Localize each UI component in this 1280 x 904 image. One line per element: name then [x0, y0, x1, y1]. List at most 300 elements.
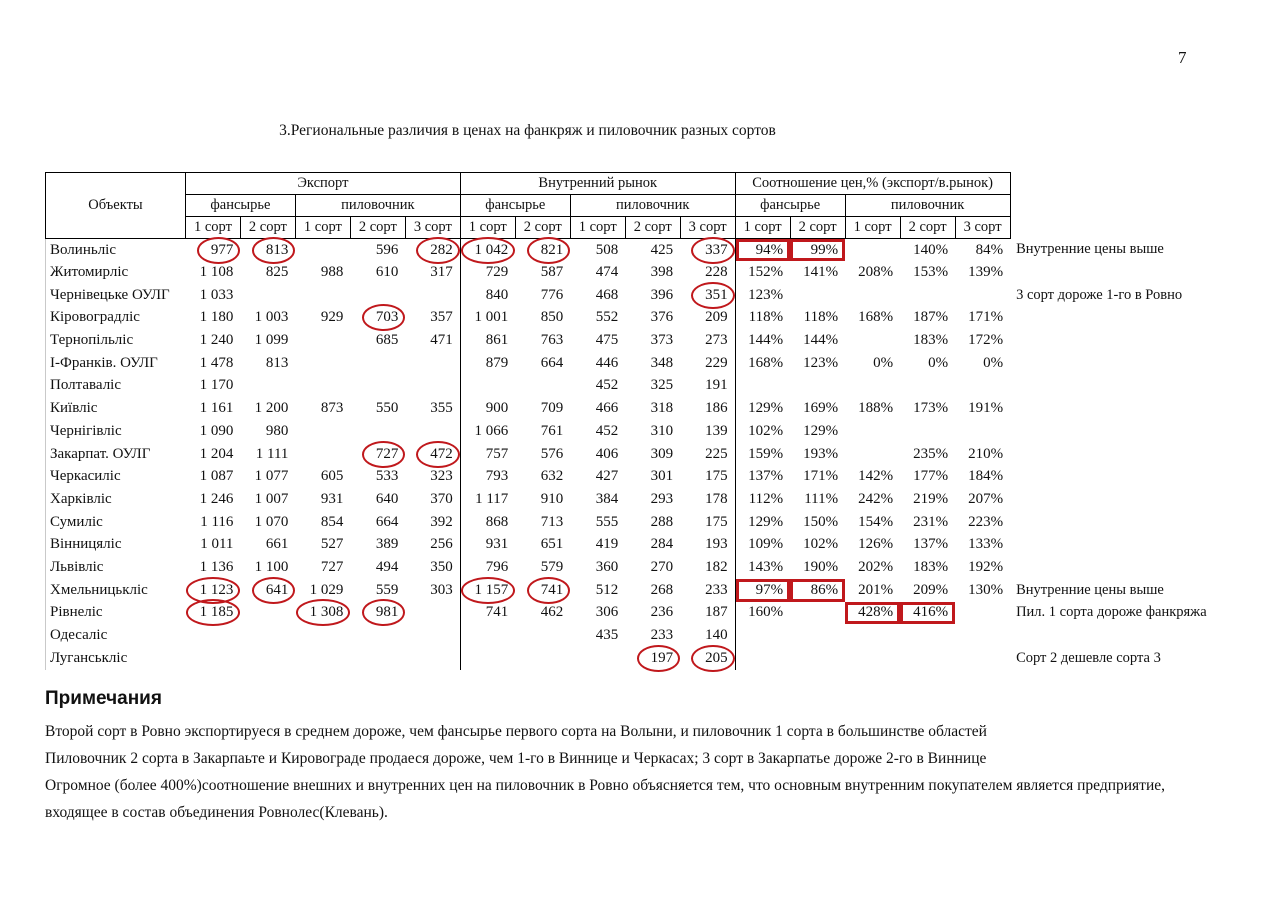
row-label: Львівліс — [46, 556, 186, 579]
table-cell: 550 — [375, 400, 399, 417]
table-cell — [185, 624, 240, 647]
page-number: 7 — [1178, 48, 1187, 67]
row-label: Волиньліс — [46, 239, 186, 262]
table-cell: 187% — [913, 309, 949, 326]
table-cell: 533 — [375, 468, 399, 485]
table-cell — [405, 420, 460, 443]
table-title: 3.Региональные различия в ценах на фанкряж и пиловочник разных сортов — [279, 122, 776, 139]
row-note — [1010, 488, 1280, 511]
subgroup-header-sawlog: пиловочник — [295, 195, 460, 217]
table-row — [46, 375, 1280, 398]
table-cell: 576 — [540, 445, 564, 462]
table-cell — [515, 579, 570, 602]
table-cell: 184% — [968, 468, 1004, 485]
table-cell: 192% — [968, 558, 1004, 575]
subgroup-header-veneer: фансырье — [460, 195, 570, 217]
table-cell — [405, 602, 460, 625]
table-cell: 309 — [650, 445, 674, 462]
table-cell: 640 — [375, 490, 399, 507]
table-cell — [955, 375, 1010, 398]
sort-column-header: 1 сорт — [570, 217, 625, 239]
table-row — [46, 284, 1280, 307]
table-cell: 661 — [265, 536, 289, 553]
table-cell: 360 — [595, 558, 619, 575]
table-cell: 879 — [485, 354, 509, 371]
table-cell — [295, 375, 350, 398]
row-label: Сумиліс — [46, 511, 186, 534]
table-cell: 193 — [680, 533, 735, 556]
table-cell: 188% — [858, 400, 894, 417]
table-cell — [845, 443, 900, 466]
table-cell — [735, 624, 790, 647]
table-cell: 651 — [540, 536, 564, 553]
table-cell — [790, 647, 845, 670]
table-cell: 796 — [485, 558, 509, 575]
table-cell — [295, 602, 350, 625]
table-cell: 112% — [748, 490, 784, 507]
table-cell — [955, 624, 1010, 647]
table-cell: 0% — [928, 354, 949, 371]
table-cell: 154% — [858, 513, 894, 530]
table-cell: 384 — [595, 490, 619, 507]
table-header — [46, 173, 1280, 239]
table-cell — [295, 239, 350, 262]
row-note: Внутренние цены выше — [1016, 241, 1164, 258]
row-note: Сорт 2 дешевле сорта 3 — [1016, 649, 1161, 666]
table-row — [46, 329, 1280, 352]
red-circle-annotation: 977 — [210, 241, 234, 258]
sort-column-header: 2 сорт — [900, 217, 955, 239]
table-cell: 168% — [858, 309, 894, 326]
table-cell: 171% — [968, 309, 1004, 326]
table-cell: 587 — [540, 264, 564, 281]
table-cell: 1 200 — [254, 400, 289, 417]
regional-price-table — [45, 172, 1280, 670]
table-cell: 187 — [680, 602, 735, 625]
table-cell: 462 — [540, 604, 564, 621]
table-row — [46, 239, 1280, 262]
table-cell: 709 — [540, 400, 564, 417]
notes-section — [45, 688, 1255, 826]
table-cell: 1 100 — [254, 558, 289, 575]
table-cell: 235% — [913, 445, 949, 462]
table-cell — [350, 647, 405, 670]
sort-column-header: 1 сорт — [295, 217, 350, 239]
table-cell: 494 — [375, 558, 399, 575]
table-row — [46, 624, 1280, 647]
table-cell: 392 — [405, 511, 460, 534]
table-cell — [240, 375, 295, 398]
table-row — [46, 443, 1280, 466]
red-circle-annotation: 1 308 — [309, 604, 344, 621]
note-line: входящее в состав объединения Ровнолес(Клевань). — [45, 804, 388, 821]
table-cell: 861 — [485, 332, 509, 349]
table-cell: 512 — [595, 581, 619, 598]
table-cell: 133% — [968, 536, 1004, 553]
table-cell: 729 — [485, 264, 509, 281]
table-cell: 355 — [405, 397, 460, 420]
row-label: Харківліс — [46, 488, 186, 511]
table-cell — [900, 420, 955, 443]
table-cell — [460, 375, 515, 398]
sort-column-header: 2 сорт — [515, 217, 570, 239]
row-label: Черкасиліс — [46, 465, 186, 488]
table-cell — [955, 647, 1010, 670]
red-circle-annotation: 813 — [265, 241, 289, 258]
table-cell: 868 — [485, 513, 509, 530]
table-cell — [350, 352, 405, 375]
red-circle-annotation: 821 — [540, 241, 564, 258]
notes-heading: Примечания — [45, 688, 162, 709]
table-cell — [240, 239, 295, 262]
table-cell: 207% — [968, 490, 1004, 507]
red-circle-annotation: 472 — [430, 445, 453, 462]
table-cell: 1 170 — [199, 377, 234, 394]
table-cell — [460, 579, 515, 602]
table-cell: 1 090 — [199, 422, 234, 439]
table-row — [46, 420, 1280, 443]
table-row — [46, 511, 1280, 534]
row-note — [1010, 511, 1280, 534]
table-cell — [790, 624, 845, 647]
row-label: Кіровоградліс — [46, 307, 186, 330]
sort-column-header: 3 сорт — [955, 217, 1010, 239]
red-circle-annotation: 727 — [375, 445, 399, 462]
sort-column-header: 1 сорт — [735, 217, 790, 239]
table-cell — [240, 284, 295, 307]
table-cell: 102% — [748, 422, 784, 439]
table-cell: 152% — [748, 264, 784, 281]
table-cell: 126% — [858, 536, 894, 553]
row-label: Чернівецьке ОУЛГ — [46, 284, 186, 307]
table-cell: 840 — [485, 286, 509, 303]
table-cell — [460, 239, 515, 262]
table-cell: 980 — [265, 422, 289, 439]
table-cell: 1 116 — [200, 513, 234, 530]
table-cell: 471 — [405, 329, 460, 352]
table-cell: 452 — [595, 377, 619, 394]
table-cell: 139 — [680, 420, 735, 443]
sort-column-header: 2 сорт — [240, 217, 295, 239]
table-cell — [735, 647, 790, 670]
row-note — [1010, 397, 1280, 420]
table-cell — [790, 375, 845, 398]
table-cell: 288 — [650, 513, 674, 530]
table-cell: 303 — [405, 579, 460, 602]
red-circle-annotation: 703 — [375, 309, 399, 326]
sort-column-header: 2 сорт — [350, 217, 405, 239]
row-label: Луганськліс — [46, 647, 186, 670]
red-circle-annotation: 1 123 — [199, 581, 234, 598]
table-cell: 183% — [913, 332, 949, 349]
table-cell: 143% — [748, 558, 784, 575]
table-cell — [350, 284, 405, 307]
group-header-price-ratio: Соотношение цен,% (экспорт/в.рынок) — [735, 173, 1010, 195]
table-cell: 1 011 — [200, 536, 234, 553]
table-cell — [680, 647, 735, 670]
row-label: Одесаліс — [46, 624, 186, 647]
table-row — [46, 533, 1280, 556]
table-cell: 0% — [983, 354, 1004, 371]
table-cell: 325 — [650, 377, 674, 394]
table-row — [46, 307, 1280, 330]
table-cell: 468 — [595, 286, 619, 303]
row-label: Вінницяліс — [46, 533, 186, 556]
group-header-export: Экспорт — [185, 173, 460, 195]
row-label: Чернігівліс — [46, 420, 186, 443]
table-cell: 190% — [803, 558, 839, 575]
table-cell: 527 — [320, 536, 344, 553]
table-cell: 144% — [803, 332, 839, 349]
table-cell — [900, 284, 955, 307]
red-circle-annotation: 351 — [705, 286, 728, 303]
row-label: Хмельницькліс — [46, 579, 186, 602]
table-cell: 118% — [803, 309, 839, 326]
table-cell: 236 — [650, 604, 674, 621]
table-cell: 137% — [913, 536, 949, 553]
table-cell — [570, 647, 625, 670]
table-cell — [350, 420, 405, 443]
table-cell: 685 — [375, 332, 399, 349]
table-cell: 1 070 — [254, 513, 289, 530]
table-cell: 610 — [375, 264, 399, 281]
table-cell: 1 029 — [309, 581, 344, 598]
sort-column-header: 3 сорт — [405, 217, 460, 239]
table-cell — [405, 284, 460, 307]
table-cell — [295, 443, 350, 466]
table-cell: 632 — [540, 468, 564, 485]
table-body — [46, 239, 1280, 670]
table-cell — [680, 284, 735, 307]
table-cell: 130% — [968, 581, 1004, 598]
table-cell: 713 — [540, 513, 564, 530]
table-cell: 118% — [748, 309, 784, 326]
table-cell: 233 — [680, 579, 735, 602]
table-cell: 427 — [595, 468, 619, 485]
table-cell-red-box: 416% — [900, 602, 955, 625]
table-cell: 284 — [650, 536, 674, 553]
table-cell: 1 108 — [199, 264, 234, 281]
table-cell: 140% — [913, 241, 949, 258]
table-cell: 854 — [320, 513, 344, 530]
note-line: Второй сорт в Ровно экспортируеся в среднем дороже, чем фансырье первого сорта на Волыни, и пиловочник 1 сорта в большинстве областей — [45, 723, 987, 740]
table-cell — [845, 239, 900, 262]
table-cell: 242% — [858, 490, 894, 507]
table-cell: 175 — [680, 511, 735, 534]
table-cell: 123% — [748, 286, 784, 303]
note-line: Огромное (более 400%)соотношение внешних и внутренних цен на пиловочник в Ровно объясняется тем, что основным внутренним покупателем является предприятие, — [45, 777, 1165, 794]
table-cell — [295, 420, 350, 443]
table-cell: 988 — [320, 264, 344, 281]
table-cell: 373 — [650, 332, 674, 349]
table-cell-red-box: 86% — [790, 579, 845, 602]
table-cell: 142% — [858, 468, 894, 485]
table-cell-red-box: 97% — [735, 579, 790, 602]
table-cell — [515, 624, 570, 647]
table-cell: 1 087 — [199, 468, 234, 485]
table-cell — [845, 284, 900, 307]
table-cell: 225 — [680, 443, 735, 466]
table-cell — [845, 647, 900, 670]
table-cell-red-box: 428% — [845, 602, 900, 625]
row-label: Рівнеліс — [46, 602, 186, 625]
table-cell — [350, 443, 405, 466]
table-cell — [185, 602, 240, 625]
table-cell — [790, 602, 845, 625]
table-cell: 109% — [748, 536, 784, 553]
subgroup-header-veneer: фансырье — [185, 195, 295, 217]
table-cell — [350, 602, 405, 625]
table-cell: 1 117 — [475, 490, 509, 507]
table-cell: 1 240 — [199, 332, 234, 349]
table-cell — [900, 624, 955, 647]
table-cell: 873 — [320, 400, 344, 417]
table-cell: 825 — [265, 264, 289, 281]
table-cell — [295, 284, 350, 307]
table-cell — [900, 375, 955, 398]
table-cell: 664 — [375, 513, 399, 530]
table-cell: 508 — [595, 241, 619, 258]
table-cell: 1 180 — [199, 309, 234, 326]
table-cell — [295, 352, 350, 375]
table-cell: 425 — [650, 241, 674, 258]
table-cell: 210% — [968, 445, 1004, 462]
subgroup-header-sawlog: пиловочник — [845, 195, 1010, 217]
table-cell: 209% — [913, 581, 949, 598]
header-row-groups — [46, 173, 1280, 195]
table-cell: 763 — [540, 332, 564, 349]
table-cell: 129% — [748, 513, 784, 530]
table-row — [46, 647, 1280, 670]
table-cell: 175 — [680, 465, 735, 488]
table-cell — [845, 624, 900, 647]
table-cell: 140 — [680, 624, 735, 647]
table-cell — [240, 624, 295, 647]
row-note: Внутренние цены выше — [1016, 581, 1164, 598]
table-cell: 183% — [913, 558, 949, 575]
table-cell — [845, 375, 900, 398]
sort-column-header: 1 сорт — [460, 217, 515, 239]
table-cell — [240, 602, 295, 625]
table-cell: 141% — [803, 264, 839, 281]
table-cell: 1 003 — [254, 309, 289, 326]
table-cell: 153% — [913, 264, 949, 281]
table-cell — [240, 579, 295, 602]
table-cell: 270 — [650, 558, 674, 575]
table-cell: 419 — [595, 536, 619, 553]
table-cell — [350, 624, 405, 647]
table-cell: 1 136 — [199, 558, 234, 575]
table-cell: 137% — [748, 468, 784, 485]
row-label: Полтаваліс — [46, 375, 186, 398]
red-circle-annotation: 337 — [705, 241, 728, 258]
sort-column-header: 3 сорт — [680, 217, 735, 239]
row-note — [1010, 624, 1280, 647]
table-cell: 256 — [405, 533, 460, 556]
table-cell: 555 — [595, 513, 619, 530]
note-column-spacer — [1010, 173, 1280, 239]
table-cell — [185, 647, 240, 670]
row-note — [1010, 533, 1280, 556]
table-cell: 84% — [975, 241, 1004, 258]
table-cell: 293 — [650, 490, 674, 507]
table-cell: 1 204 — [199, 445, 234, 462]
row-note — [1010, 375, 1280, 398]
table-cell: 1 246 — [199, 490, 234, 507]
group-header-domestic-market: Внутренний рынок — [460, 173, 735, 195]
table-cell: 931 — [320, 490, 344, 507]
table-cell: 813 — [265, 354, 289, 371]
table-cell: 223% — [968, 513, 1004, 530]
subgroup-header-veneer: фансырье — [735, 195, 845, 217]
table-cell: 1 066 — [474, 422, 509, 439]
table-cell-red-box: 94% — [735, 239, 790, 262]
table-cell: 376 — [650, 309, 674, 326]
table-cell — [185, 579, 240, 602]
red-circle-annotation: 981 — [375, 604, 399, 621]
table-cell: 306 — [595, 604, 619, 621]
table-cell: 900 — [485, 400, 509, 417]
table-cell: 182 — [680, 556, 735, 579]
table-cell: 171% — [803, 468, 839, 485]
red-circle-annotation: 282 — [430, 241, 453, 258]
table-cell: 0% — [873, 354, 894, 371]
table-cell: 1 077 — [254, 468, 289, 485]
table-cell: 664 — [540, 354, 564, 371]
red-circle-annotation: 197 — [650, 649, 674, 666]
table-cell: 579 — [540, 558, 564, 575]
table-cell — [680, 239, 735, 262]
table-cell: 1 161 — [199, 400, 234, 417]
table-cell: 186 — [680, 397, 735, 420]
table-cell: 1 001 — [474, 309, 509, 326]
table-cell: 757 — [485, 445, 509, 462]
table-cell — [295, 624, 350, 647]
table-row — [46, 488, 1280, 511]
table-cell — [295, 329, 350, 352]
table-cell: 191% — [968, 400, 1004, 417]
column-header-objects: Объекты — [46, 173, 186, 239]
table-cell: 452 — [595, 422, 619, 439]
table-cell — [460, 624, 515, 647]
table-cell: 150% — [803, 513, 839, 530]
table-cell — [515, 647, 570, 670]
table-cell — [735, 375, 790, 398]
table-cell: 1 007 — [254, 490, 289, 507]
sort-column-header: 2 сорт — [625, 217, 680, 239]
table-cell: 160% — [748, 604, 784, 621]
table-cell: 552 — [595, 309, 619, 326]
table-cell — [405, 624, 460, 647]
row-label: Київліс — [46, 397, 186, 420]
table-cell: 776 — [540, 286, 564, 303]
table-cell: 209 — [680, 307, 735, 330]
table-cell: 129% — [748, 400, 784, 417]
table-cell: 370 — [405, 488, 460, 511]
table-cell: 102% — [803, 536, 839, 553]
row-note — [1010, 556, 1280, 579]
table-cell: 273 — [680, 329, 735, 352]
table-cell — [405, 375, 460, 398]
table-cell: 178 — [680, 488, 735, 511]
table-cell — [955, 420, 1010, 443]
table-cell: 1 033 — [199, 286, 234, 303]
table-cell: 596 — [375, 241, 399, 258]
table-cell: 474 — [595, 264, 619, 281]
table-cell: 446 — [595, 354, 619, 371]
table-cell: 348 — [650, 354, 674, 371]
table-cell: 202% — [858, 558, 894, 575]
